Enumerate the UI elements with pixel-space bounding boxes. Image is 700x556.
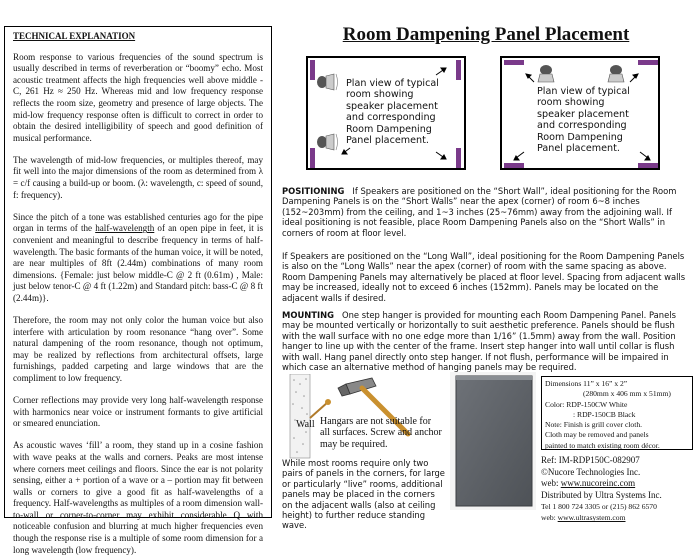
specifications-box <box>541 376 693 450</box>
technical-paragraph-6: As acoustic waves ‘fill’ a room, they stand up in a cosine fashion with wave peaks at the walls and corners. Peaks are most intense where corners meet ceilings and floors. Since the ear is not polarity sensing, either a + portion of a wave or a – portion may fit between walls or corners to give a good fit as half-wavelengths of a frequency. Half-wavelengths as multiples of a room dimension wall-to-wall or corner-to-corner may exhibit considerable Q with noticeable confusion and blurring at much higher frequencies even though the response rise is a multiple of some room dimension for a long wavelength (low frequency). <box>13 440 263 555</box>
corner-panel <box>310 148 315 168</box>
web-line-2 <box>541 512 697 523</box>
corner-panel <box>456 148 461 168</box>
technical-paragraph-4: Therefore, the room may not only color the human voice but also interfere with articulation by room resonance “hang over”. Some natural dampening of the room resonance, though not optimum, may be realized by reflections from architectural offsets, large furnishings, padded carpeting and large windows that are the compliment to low frequency. <box>13 314 263 383</box>
copyright-line: ©Nucore Technologies Inc. <box>541 466 641 477</box>
technical-paragraph-1: Room response to various frequencies of the sound spectrum is usually described in terms of reverberation or “boomy” echo. Most acoustic treatment affects the high frequencies well above middle - C, 261 Hz ≈ 250 Hz. Whereas mid and low frequency response reflects the room size, geometry and presence of large objects. The mid-low frequency response often is difficult to correct in order to obtain the desired intelligibility of speech and good definition of musical performance. <box>13 51 263 143</box>
distributor-line: Distributed by Ultra Systems Inc. <box>541 489 662 500</box>
web-label-2: web: <box>541 513 558 523</box>
panel-cloth <box>456 376 532 506</box>
reference-number: Ref: IM-RDP150C-082907 <box>541 455 640 465</box>
mounting-text: One step hanger is provided for mounting each Room Dampening Panel. Panels may be mounted vertically or horizontally to suit aesthetic preference. Panels should be flush with the wall surface with no one edge more than 1/16” (1.5mm) away from the wall. Position hanger to line up with the center of the frame. Insert step hanger into wall until collar is flush with wall. Hang panel directly onto step hanger. If not flush, performance will be impaired in which case an alternative method of hanging panels may be required. <box>282 310 676 373</box>
positioning-text: If Speakers are positioned on the “Short Wall”, ideal positioning for the Room Dampening Panels is on the “Short Walls” near the apex (corner) of room 6~8 inches (152~203mm) from the ceiling, and 1~3 inches (25~76mm) away from the adjoining wall. If ideal positioning is not feasible, place Room Dampening Panels also on the “Short Walls” in corners of room at floor level. <box>282 186 677 238</box>
telephone-line: Tel 1 800 724 3305 or (215) 862 6570 <box>541 502 657 512</box>
spec-color-white: Color: RDP-150CW White <box>545 399 628 409</box>
positioning-label: POSITIONING <box>282 186 345 196</box>
plan-caption-left: Plan view of typical room showing speaker placement and corresponding Room Dampening Panel placement. <box>346 78 439 147</box>
spec-note-2: Cloth may be removed and panels <box>545 430 649 440</box>
mounting-label: MOUNTING <box>282 310 334 320</box>
half-wavelength-term: half-wavelength <box>95 223 155 234</box>
nucore-website-link[interactable]: www.nucoreinc.com <box>560 478 636 489</box>
reference-info <box>541 455 697 523</box>
web-line-1 <box>541 478 697 490</box>
web-label-1: web: <box>541 478 561 489</box>
corner-panel <box>504 60 524 65</box>
long-wall-paragraph: If Speakers are positioned on the “Long Wall”, ideal positioning for the Room Dampening Panels is also on the “Long Walls” near the apex (corner) of room with the same spacing as above. Room Dampening Panels may alternatively be placed at floor level. Spacing from adjacent walls may be increased, ideally not to exceed 6 inches (152mm). Panels may be located on the adjacent walls if desired. <box>282 251 686 303</box>
plan-caption-right: Plan view of typical room showing speaker placement and corresponding Room Dampening Panel placement. <box>537 86 630 155</box>
speaker-icon <box>538 65 554 82</box>
hanger-note: Hangars are not suitable for all surfaces. Screw and anchor may be required. <box>320 416 442 450</box>
panel-edge <box>456 376 532 380</box>
spec-note-3: painted to match existing room décor. <box>545 440 660 450</box>
page-title: Room Dampening Panel Placement <box>342 24 630 45</box>
mounting-paragraph <box>282 310 692 372</box>
ultrasystem-website-link[interactable]: www.ultrasystem.com <box>557 513 626 523</box>
spec-dimensions-mm: (280mm x 406 mm x 51mm) <box>583 389 671 399</box>
plan-diagram-short-wall <box>306 56 466 170</box>
corner-panel <box>638 163 658 168</box>
positioning-paragraph <box>282 186 692 238</box>
wall-label: Wall <box>296 419 315 430</box>
technical-paragraph-5: Corner reflections may provide very long half-wavelength response with harmonics near voice or instrument formants to give artificial or smeared enunciation. <box>13 395 263 429</box>
corner-panel <box>310 60 315 80</box>
speaker-icon <box>317 74 338 90</box>
spec-note-1: Note: Finish is grill cover cloth. <box>545 420 643 430</box>
technical-paragraph-3 <box>13 212 263 305</box>
technical-paragraph-2: The wavelength of mid-low frequencies, or multiples thereof, may fit well into the major dimensions of the room as determined from λ = c/f causing a build-up or boom. (λ: wavelength, c: speed of sound, f: frequency). <box>13 154 263 200</box>
speaker-icon <box>608 65 624 82</box>
technical-paragraph-3b: of an open pipe in feet, it is convenient and meaningful to describe frequency in terms of half-wavelength. The basic formants of the human voice, it will be noted, are near multiples of 8ft (2.44m) combinations of many room dimensions. {Female: just below middle-C @ 2 ft (0.61m) , Male: just below tenor-C @ 4 ft (1.22m) and Standard pitch: bass-C @ 8 ft (2.44m)}. <box>13 223 263 303</box>
corner-panel <box>638 60 658 65</box>
technical-paragraph-3a: Since the pitch of a tone was established centuries ago for the pipe organ in terms of the <box>13 211 263 234</box>
additional-panels-paragraph: While most rooms require only two pairs of panels in the corners, for large or particularly “live” rooms, additional panels may be placed in the corners on the adjacent walls (also at ceiling height) to further reduce standing wave. <box>282 458 445 531</box>
plan-diagram-long-wall <box>500 56 660 170</box>
speaker-icon <box>317 134 338 150</box>
spec-dimensions: Dimensions 11” x 16” x 2” <box>545 379 628 388</box>
spec-color-black: : RDP-150CB Black <box>573 409 636 419</box>
corner-panel <box>456 60 461 80</box>
corner-panel <box>504 163 524 168</box>
wall-section <box>290 374 310 458</box>
dampening-panel-photo <box>450 372 536 510</box>
technical-explanation-box <box>4 26 272 555</box>
technical-heading: TECHNICAL EXPLANATION <box>13 31 136 41</box>
